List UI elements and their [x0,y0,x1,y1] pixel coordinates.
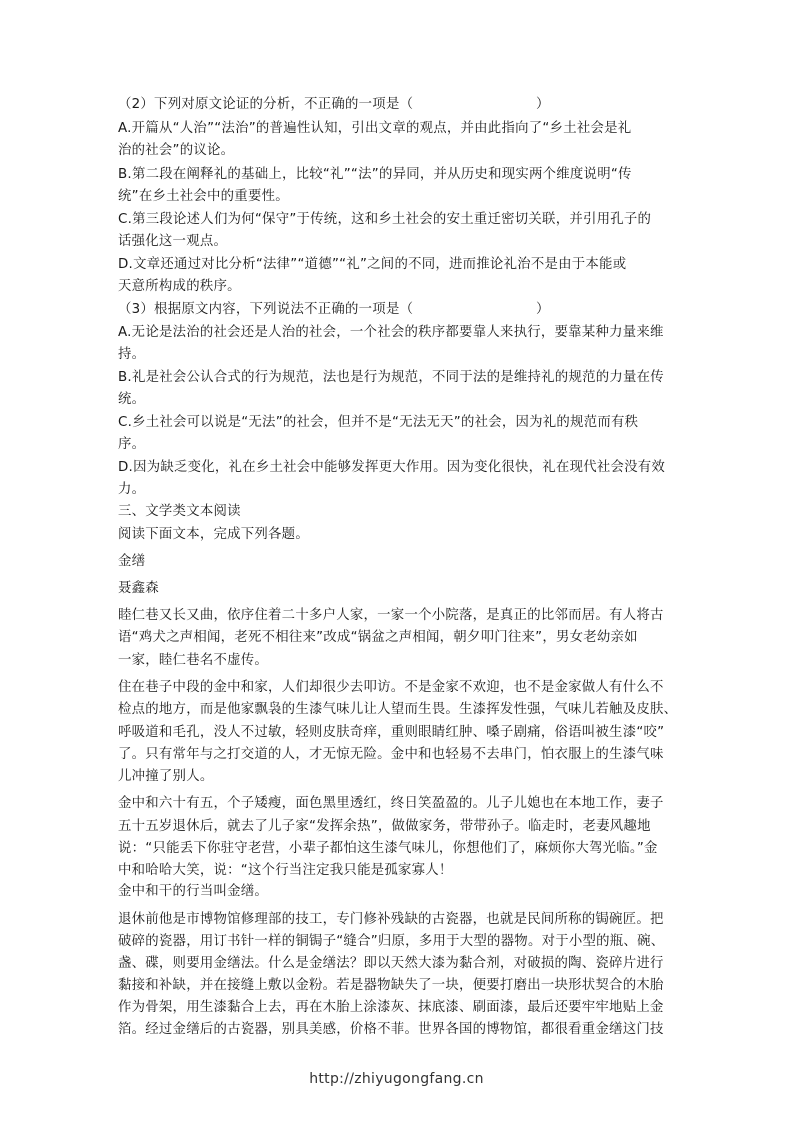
paragraph-2-line: 呼吸道和毛孔，没人不过敏，轻则皮肤奇痒，重则眼睛红肿、嗓子剧痛，俗语叫被生漆“咬” [118,725,665,740]
q3-option-a-cont: 持。 [118,347,146,362]
q2-stem: （2）下列对原文论证的分析，不正确的一项是（ ） [118,97,550,112]
q3-option-b-cont: 统。 [118,392,146,407]
paragraph-5-line: 盏、碟，则要用金缮法。什么是金缮法？即以天然大漆为黏合剂，对破损的陶、瓷碎片进行 [118,956,664,971]
paragraph-2-line: 住在巷子中段的金中和家，人们却很少去叩访。不是金家不欢迎，也不是金家做人有什么不 [118,680,664,695]
q2-option-c: C.第三段论述人们为何“保守”于传统，这和乡土社会的安土重迁密切关联，并引用孔子的 [118,212,652,227]
paragraph-5-line: 退休前他是市博物馆修理部的技工，专门修补残缺的古瓷器，也就是民间所称的锔碗匠。把 [118,912,664,927]
story-author: 聂鑫森 [118,581,159,596]
q3-option-d: D.因为缺乏变化，礼在乡土社会中能够发挥更大作用。因为变化很快，礼在现代社会没有效 [118,460,666,475]
paragraph-1-line: 一家，睦仁巷名不虚传。 [118,653,269,668]
instruction: 阅读下面文本，完成下列各题。 [118,527,309,542]
footer-url: http://zhiyugongfang.cn [309,1071,484,1087]
paragraph-3-line: 中和哈哈大笑，说：“这个行当注定我只能是孤家寡人！ [118,863,453,878]
q3-option-c-cont: 序。 [118,437,146,452]
q3-stem: （3）根据原文内容，下列说法不正确的一项是（ ） [118,302,550,317]
q2-option-d-cont: 天意所构成的秩序。 [118,279,241,294]
paragraph-3-line: 五十五岁退休后，就去了儿子家“发挥余热”，做做家务，带带孙子。临走时，老妻风趣地 [118,819,651,834]
q3-option-a: A.无论是法治的社会还是人治的社会，一个社会的秩序都要靠人来执行，要靠某种力量来维 [118,325,664,340]
section-heading: 三、文学类文本阅读 [118,504,241,519]
q3-option-c: C.乡土社会可以说是“无法”的社会，但并不是“无法无天”的社会，因为礼的规范而有秩 [118,415,639,430]
q2-option-b: B.第二段在阐释礼的基础上，比较“礼”“法”的异同，并从历史和现实两个维度说明“传 [118,167,632,182]
q2-option-c-cont: 话强化这一观点。 [118,234,228,249]
paragraph-1-line: 语“鸡犬之声相闻，老死不相往来”改成“锅盆之声相闻，朝夕叩门往来”，男女老幼亲如 [118,630,638,645]
paragraph-4-line: 金中和干的行当叫金缮。 [118,884,269,899]
paragraph-2-line: 了。只有常年与之打交道的人，才无惊无险。金中和也轻易不去串门，怕衣服上的生漆气味 [118,747,664,762]
paragraph-5-line: 箔。经过金缮后的古瓷器，别具美感，价格不菲。世界各国的博物馆，都很看重金缮这门技 [118,1022,664,1037]
paragraph-3-line: 说：“只能丢下你驻守老营，小辈子都怕这生漆气味儿，你想他们了，麻烦你大驾光临。”金 [118,841,658,856]
q2-option-a: A.开篇从“人治”“法治”的普遍性认知，引出文章的观点，并由此指向了“乡土社会是礼 [118,121,632,136]
paragraph-5-line: 黏接和补缺，并在接缝上敷以金粉。若是器物缺失了一块，便要打磨出一块形状契合的木胎 [118,978,664,993]
q2-option-b-cont: 统”在乡土社会中的重要性。 [118,189,289,204]
q2-option-a-cont: 治的社会”的议论。 [118,143,235,158]
q3-option-d-cont: 力。 [118,482,146,497]
story-title: 金缮 [118,554,146,569]
paragraph-5-line: 破碎的瓷器，用订书针一样的铜锔子“缝合”归原，多用于大型的器物。对于小型的瓶、碗、 [118,934,665,949]
paragraph-1-line: 睦仁巷又长又曲，依序住着二十多户人家，一家一个小院落，是真正的比邻而居。有人将古 [118,608,664,623]
q3-option-b: B.礼是社会公认合式的行为规范，法也是行为规范，不同于法的是维持礼的规范的力量在传 [118,370,664,385]
paragraph-3-line: 金中和六十有五，个子矮瘦，面色黑里透红，终日笑盈盈的。儿子儿媳也在本地工作，妻子 [118,796,664,811]
q2-option-d: D.文章还通过对比分析“法律”“道德”“礼”之间的不同，进而推论礼治不是由于本能或 [118,257,627,272]
paragraph-5-line: 作为骨架，用生漆黏合上去，再在木胎上涂漆灰、抹底漆、刷面漆，最后还要牢牢地贴上金 [118,1000,664,1015]
paragraph-2-line: 检点的地方，而是他家飘袅的生漆气味儿让人望而生畏。生漆挥发性强，气味儿若触及皮肤、 [118,702,678,717]
paragraph-2-line: 儿冲撞了别人。 [118,769,214,784]
